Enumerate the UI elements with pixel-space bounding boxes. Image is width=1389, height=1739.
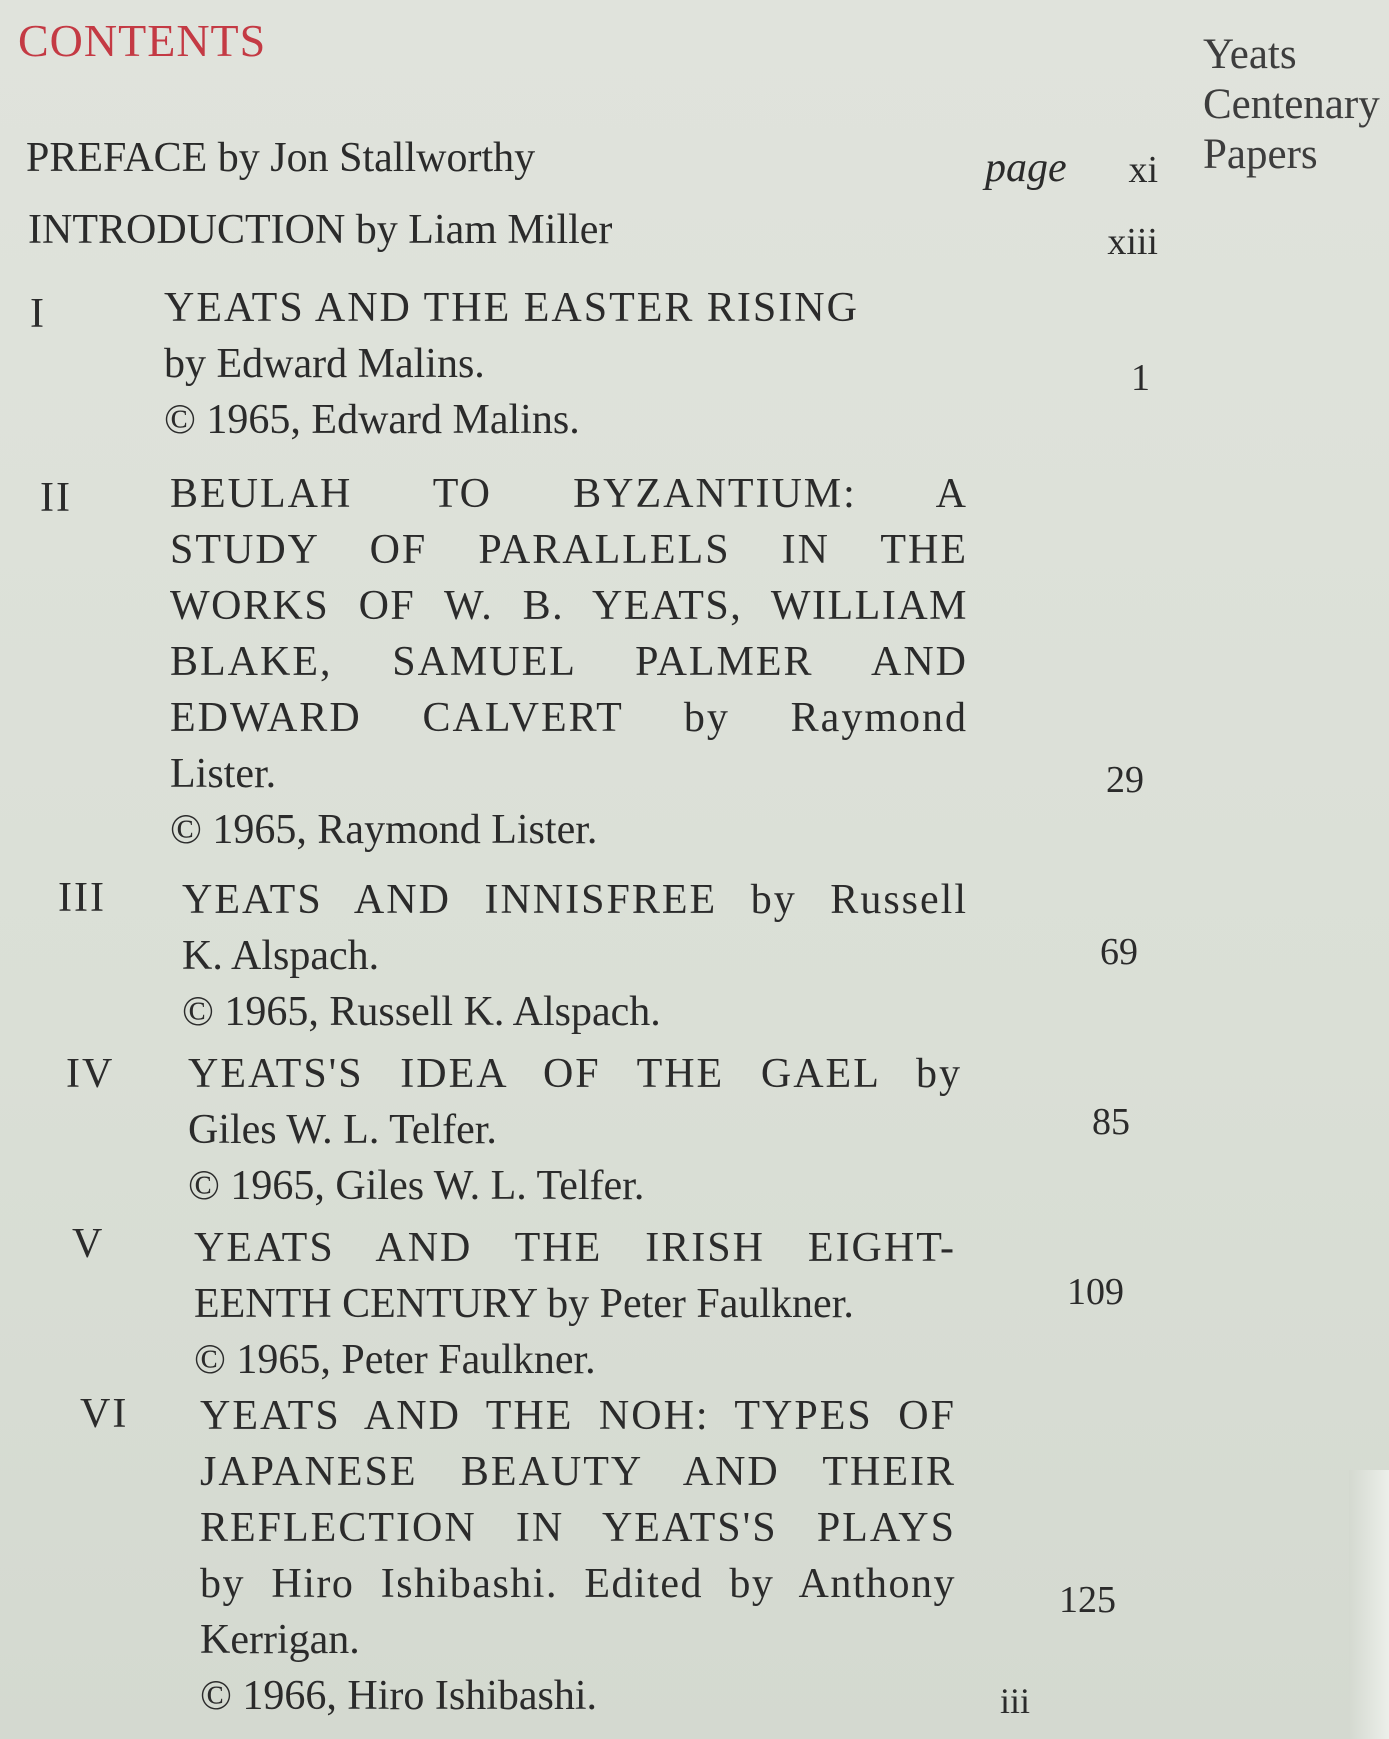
copyright-line: © 1965, Russell K. Alspach.	[182, 989, 661, 1035]
contents-heading: CONTENTS	[18, 15, 267, 66]
chapter-title-line: WORKS OF W. B. YEATS, WILLIAM	[170, 583, 968, 629]
running-title	[1203, 30, 1380, 180]
chapter-number: II	[40, 475, 72, 521]
chapter-title-line: YEATS AND THE IRISH EIGHT-	[194, 1225, 956, 1271]
copyright-line: © 1965, Raymond Lister.	[170, 807, 598, 853]
chapter-number: VI	[80, 1391, 129, 1437]
page-label: page	[985, 145, 1067, 191]
chapter-title-line: by Hiro Ishibashi. Edited by Anthony	[200, 1561, 956, 1607]
folio-number: iii	[1000, 1681, 1031, 1721]
chapter-author-line: Kerrigan.	[200, 1617, 360, 1663]
page-number: 125	[1059, 1579, 1116, 1621]
page-number: 69	[1100, 931, 1138, 973]
copyright-line: © 1966, Hiro Ishibashi.	[200, 1673, 598, 1719]
chapter-title-line: JAPANESE BEAUTY AND THEIR	[200, 1449, 956, 1495]
preface-entry: PREFACE by Jon Stallworthy	[26, 135, 536, 181]
chapter-author-line: K. Alspach.	[182, 933, 380, 979]
page-number: 85	[1092, 1101, 1130, 1143]
chapter-title-line: STUDY OF PARALLELS IN THE	[170, 527, 968, 573]
chapter-entry	[194, 1220, 956, 1388]
chapter-title-line: EDWARD CALVERT by Raymond	[170, 695, 968, 741]
chapter-number: I	[30, 291, 46, 337]
copyright-line: © 1965, Edward Malins.	[164, 397, 580, 443]
chapter-entry	[170, 466, 968, 858]
chapter-title-line: YEATS AND THE EASTER RISING	[164, 285, 859, 331]
chapter-title-line: YEATS AND INNISFREE by Russell	[182, 877, 968, 923]
introduction-entry: INTRODUCTION by Liam Miller	[28, 207, 613, 253]
chapter-title-line: REFLECTION IN YEATS'S PLAYS	[200, 1505, 956, 1551]
page-number: 109	[1067, 1271, 1124, 1313]
chapter-number: III	[58, 875, 106, 921]
chapter-title-line: YEATS AND THE NOH: TYPES OF	[200, 1393, 956, 1439]
page-number: 29	[1106, 759, 1144, 801]
chapter-author-line: EENTH CENTURY by Peter Faulkner.	[194, 1281, 854, 1327]
chapter-author-line: Giles W. L. Telfer.	[188, 1107, 497, 1153]
page-number: xi	[1128, 149, 1158, 191]
chapter-author-line: Lister.	[170, 751, 277, 797]
chapter-author-line: by Edward Malins.	[164, 341, 485, 387]
chapter-number: IV	[66, 1051, 115, 1097]
copyright-line: © 1965, Peter Faulkner.	[194, 1337, 596, 1383]
chapter-entry	[182, 872, 968, 1040]
chapter-title-line: YEATS'S IDEA OF THE GAEL by	[188, 1051, 962, 1097]
chapter-entry	[188, 1046, 962, 1214]
chapter-entry	[164, 280, 976, 448]
chapter-entry	[200, 1388, 956, 1724]
page-edge-shadow	[1349, 1470, 1389, 1739]
chapter-title-line: BEULAH TO BYZANTIUM: A	[170, 471, 968, 517]
running-title-line: Papers	[1203, 131, 1318, 178]
page-number: xiii	[1107, 221, 1158, 263]
running-title-line: Centenary	[1203, 81, 1380, 128]
running-title-line: Yeats	[1203, 31, 1297, 78]
page-number: 1	[1131, 357, 1150, 399]
copyright-line: © 1965, Giles W. L. Telfer.	[188, 1163, 645, 1209]
chapter-title-line: BLAKE, SAMUEL PALMER AND	[170, 639, 968, 685]
chapter-number: V	[72, 1221, 105, 1267]
